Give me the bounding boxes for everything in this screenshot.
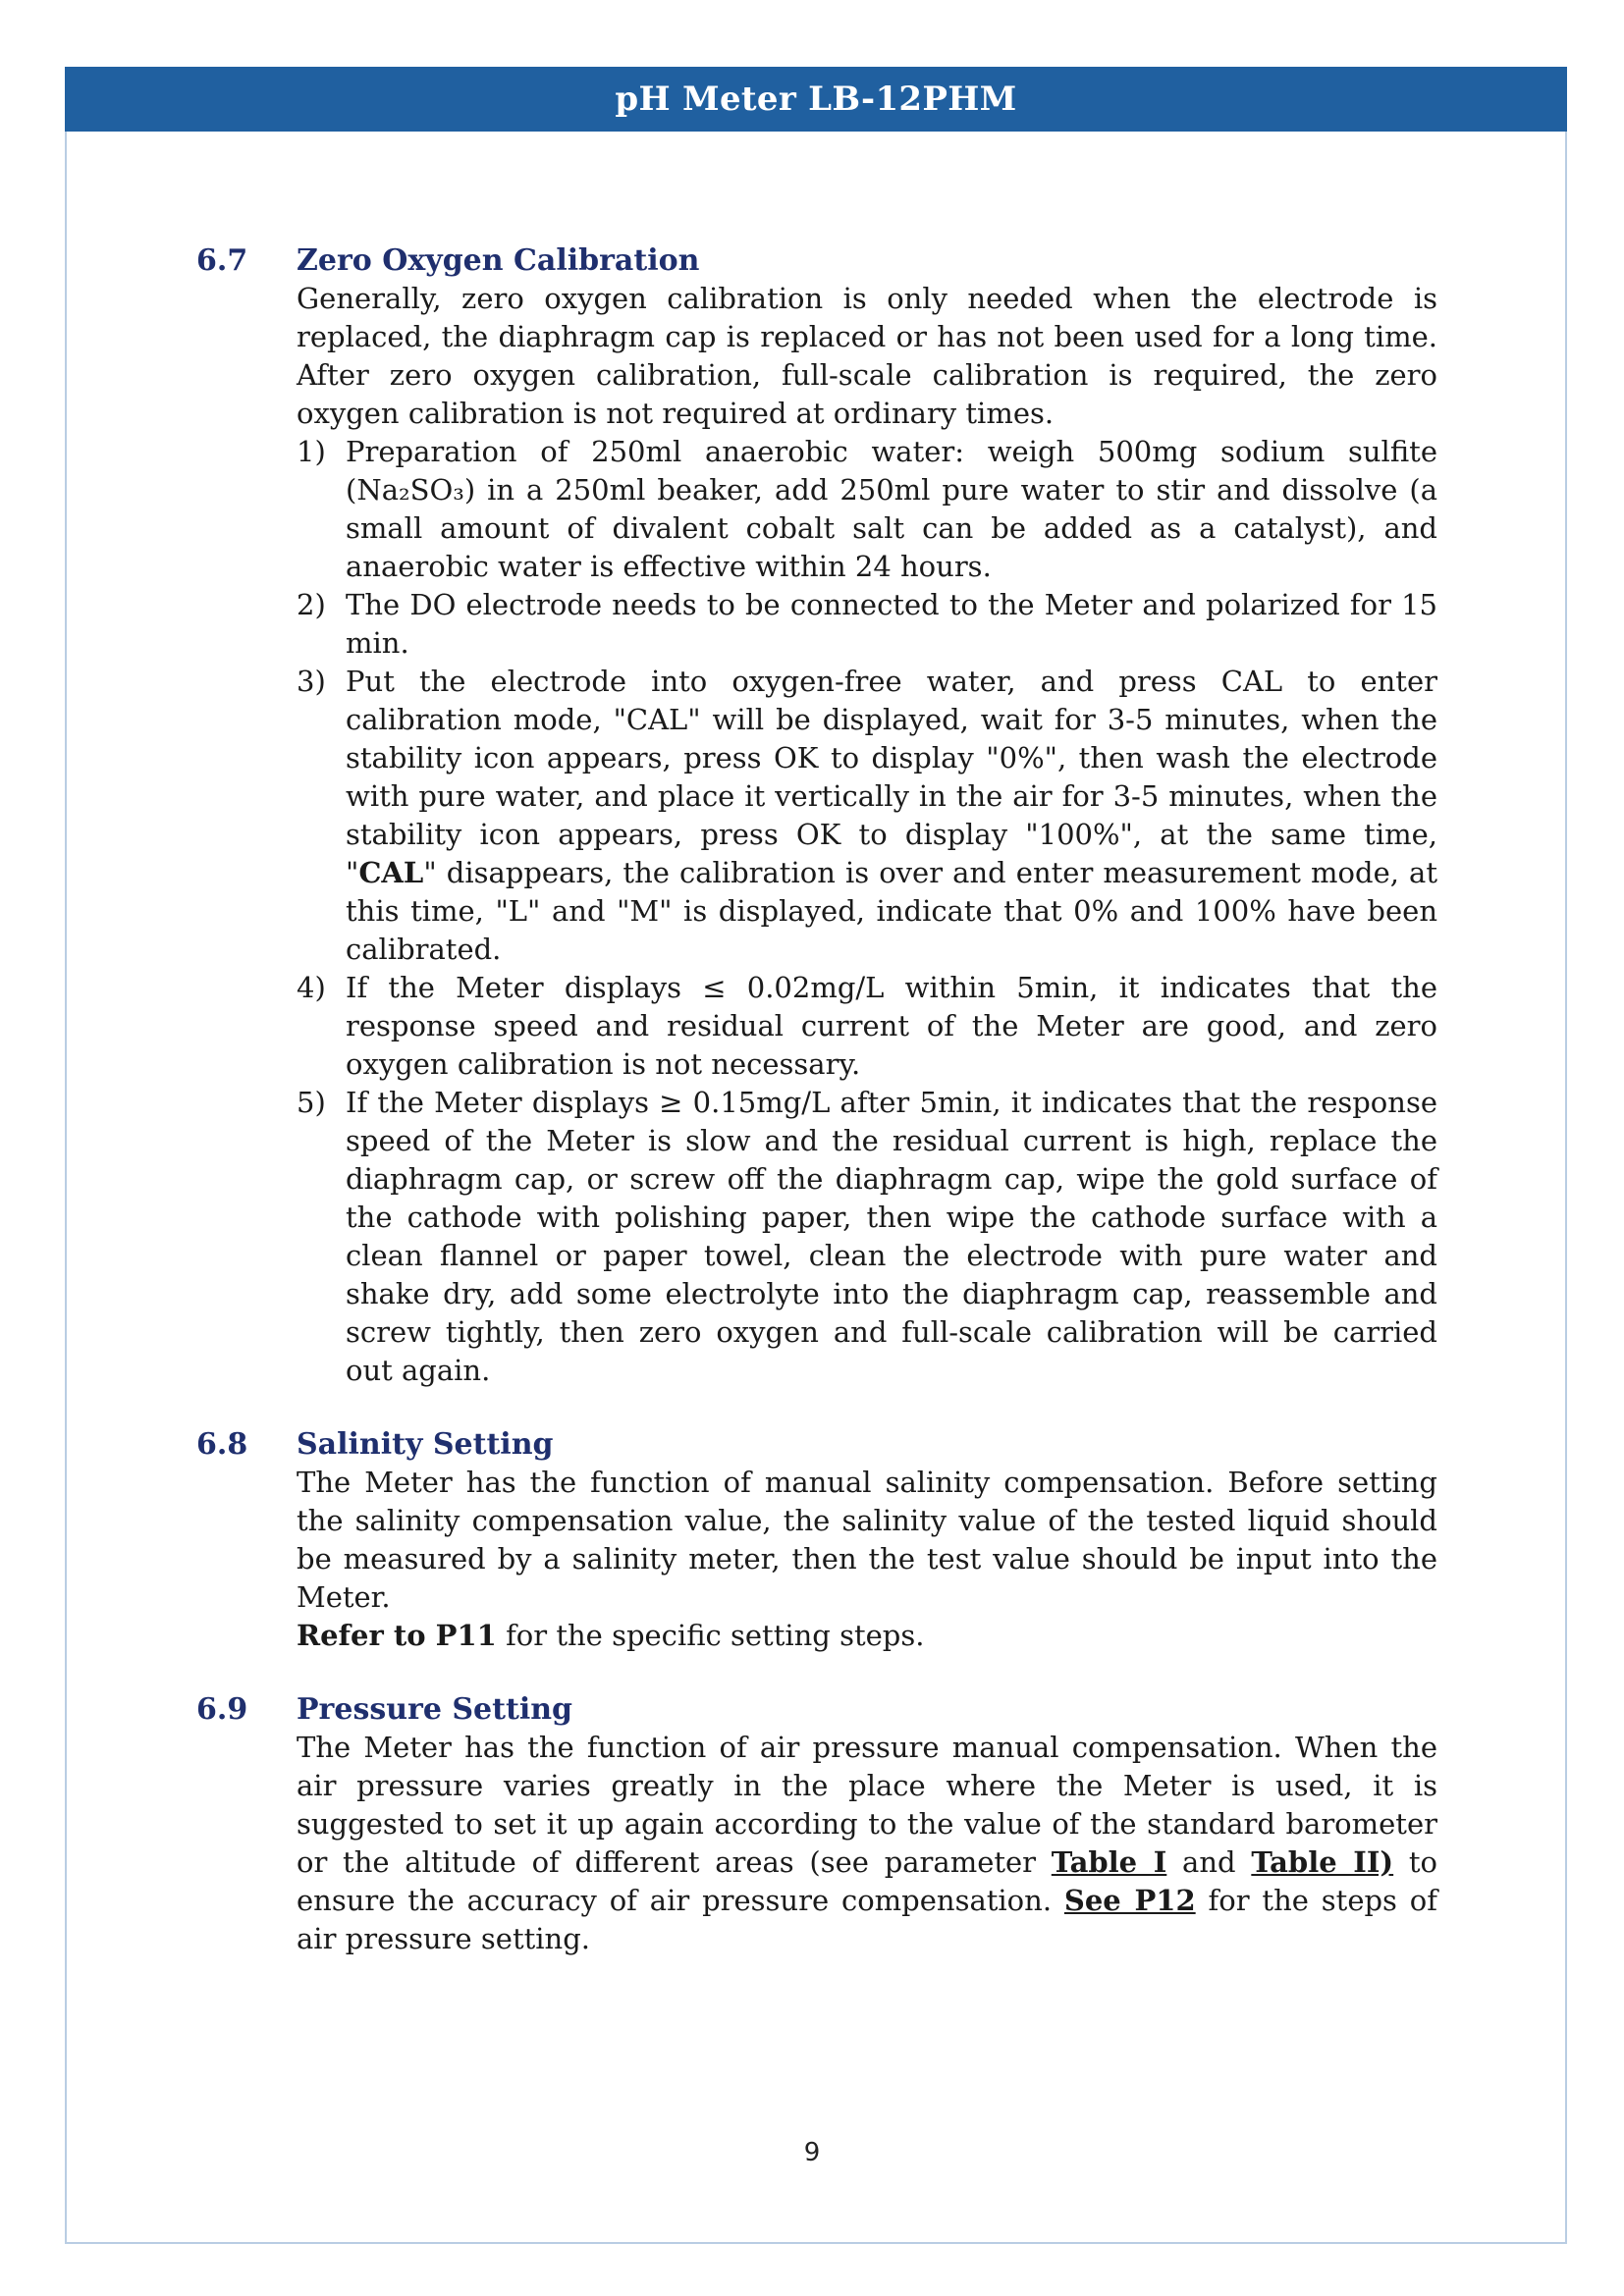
see-p12-link[interactable]: See P12	[1063, 1884, 1196, 1917]
section-intro: Generally, zero oxygen calibration is only needed when the electrode is replaced, the diaphragm cap is replaced or has not been used for a long time. After zero oxygen calibration, full-scale calibration is required, the zero oxygen calibration is not required at ordinary times.	[297, 282, 1437, 430]
section-paragraph	[297, 1464, 1437, 1655]
bold-cal: CAL	[358, 856, 424, 889]
section-pressure-setting	[196, 1690, 1437, 1958]
step-number: 5)	[297, 1086, 326, 1119]
section-heading	[196, 1690, 1437, 1729]
paragraph-text: and	[1166, 1845, 1252, 1879]
page-reference: Refer to P11	[297, 1619, 497, 1652]
section-number: 6.9	[196, 1692, 248, 1727]
step-number: 4)	[297, 971, 326, 1004]
section-heading	[196, 1425, 1437, 1464]
section-number: 6.8	[196, 1427, 248, 1462]
section-body	[297, 280, 1437, 1390]
section-title: Zero Oxygen Calibration	[297, 243, 700, 278]
table-ii-link[interactable]: Table II)	[1251, 1845, 1394, 1879]
list-item	[297, 433, 1437, 586]
step-number: 3)	[297, 665, 326, 698]
step-text: Preparation of 250ml anaerobic water: weigh 500mg sodium sulfite (Na₂SO₃) in a 250ml beaker, add 250ml pure water to stir and dissolve (a small amount of divalent cobalt salt can be added as a catalyst), and anaerobic water is effective within 24 hours.	[346, 435, 1437, 583]
paragraph-text: The Meter has the function of manual salinity compensation. Before setting the salinity compensation value, the salinity value of the tested liquid should be measured by a salinity meter, then the test value should be input into the Meter.	[297, 1466, 1437, 1614]
step-text: If the Meter displays ≥ 0.15mg/L after 5min, it indicates that the response speed of the Meter is slow and the residual current is high, replace the diaphragm cap, or screw off the diaphragm cap, wipe the gold surface of the cathode with polishing paper, then wipe the cathode surface with a clean flannel or paper towel, clean the electrode with pure water and shake dry, add some electrolyte into the diaphragm cap, reassemble and screw tightly, then zero oxygen and full-scale calibration will be carried out again.	[346, 1086, 1437, 1387]
paragraph-text: The Meter has the function of air pressure manual compensation. When the air pressure varies greatly in the place where the Meter is used, it is suggested to set it up again according to the value of the standard barometer or the altitude of different areas (see parameter	[297, 1731, 1437, 1879]
step-number: 1)	[297, 435, 326, 468]
section-body	[297, 1464, 1437, 1655]
document-content	[196, 241, 1437, 1994]
section-paragraph	[297, 1729, 1437, 1958]
step-text-part: " disappears, the calibration is over and enter measurement mode, at this time, "L" and "M" is displayed, indicate that 0% and 100% have been calibrated.	[346, 856, 1437, 966]
step-text-part: Put the electrode into oxygen-free water, and press CAL to enter calibration mode, "CAL" will be displayed, wait for 3-5 minutes, when the stability icon appears, press OK to display "0%", then wash the electrode with pure water, and place it vertically in the air for 3-5 minutes, when the stability icon appears, press OK to display "100%", at the same time, "	[346, 665, 1437, 889]
step-text	[346, 663, 1437, 969]
section-heading	[196, 241, 1437, 280]
list-item	[297, 663, 1437, 969]
paragraph-text: for the steps of air pressure setting.	[297, 1884, 1437, 1955]
document-title: pH Meter LB-12PHM	[615, 80, 1017, 119]
section-title: Salinity Setting	[297, 1427, 554, 1462]
section-title: Pressure Setting	[297, 1692, 573, 1727]
paragraph-text: for the specific setting steps.	[496, 1619, 925, 1652]
page-number: 9	[803, 2138, 821, 2167]
section-number: 6.7	[196, 243, 248, 278]
list-item	[297, 586, 1437, 663]
table-i-link[interactable]: Table I	[1051, 1845, 1167, 1879]
section-zero-oxygen-calibration	[196, 241, 1437, 1390]
step-number: 2)	[297, 588, 326, 621]
section-body	[297, 1729, 1437, 1958]
list-item	[297, 969, 1437, 1084]
step-list	[297, 433, 1437, 1390]
step-text: If the Meter displays ≤ 0.02mg/L within 5min, it indicates that the response speed and residual current of the Meter are good, and zero oxygen calibration is not necessary.	[346, 971, 1437, 1081]
step-text: The DO electrode needs to be connected to the Meter and polarized for 15 min.	[346, 588, 1437, 660]
header-bar	[65, 67, 1567, 132]
paragraph-text: to ensure the accuracy of air pressure compensation.	[297, 1845, 1437, 1917]
list-item	[297, 1084, 1437, 1390]
section-salinity-setting	[196, 1425, 1437, 1655]
